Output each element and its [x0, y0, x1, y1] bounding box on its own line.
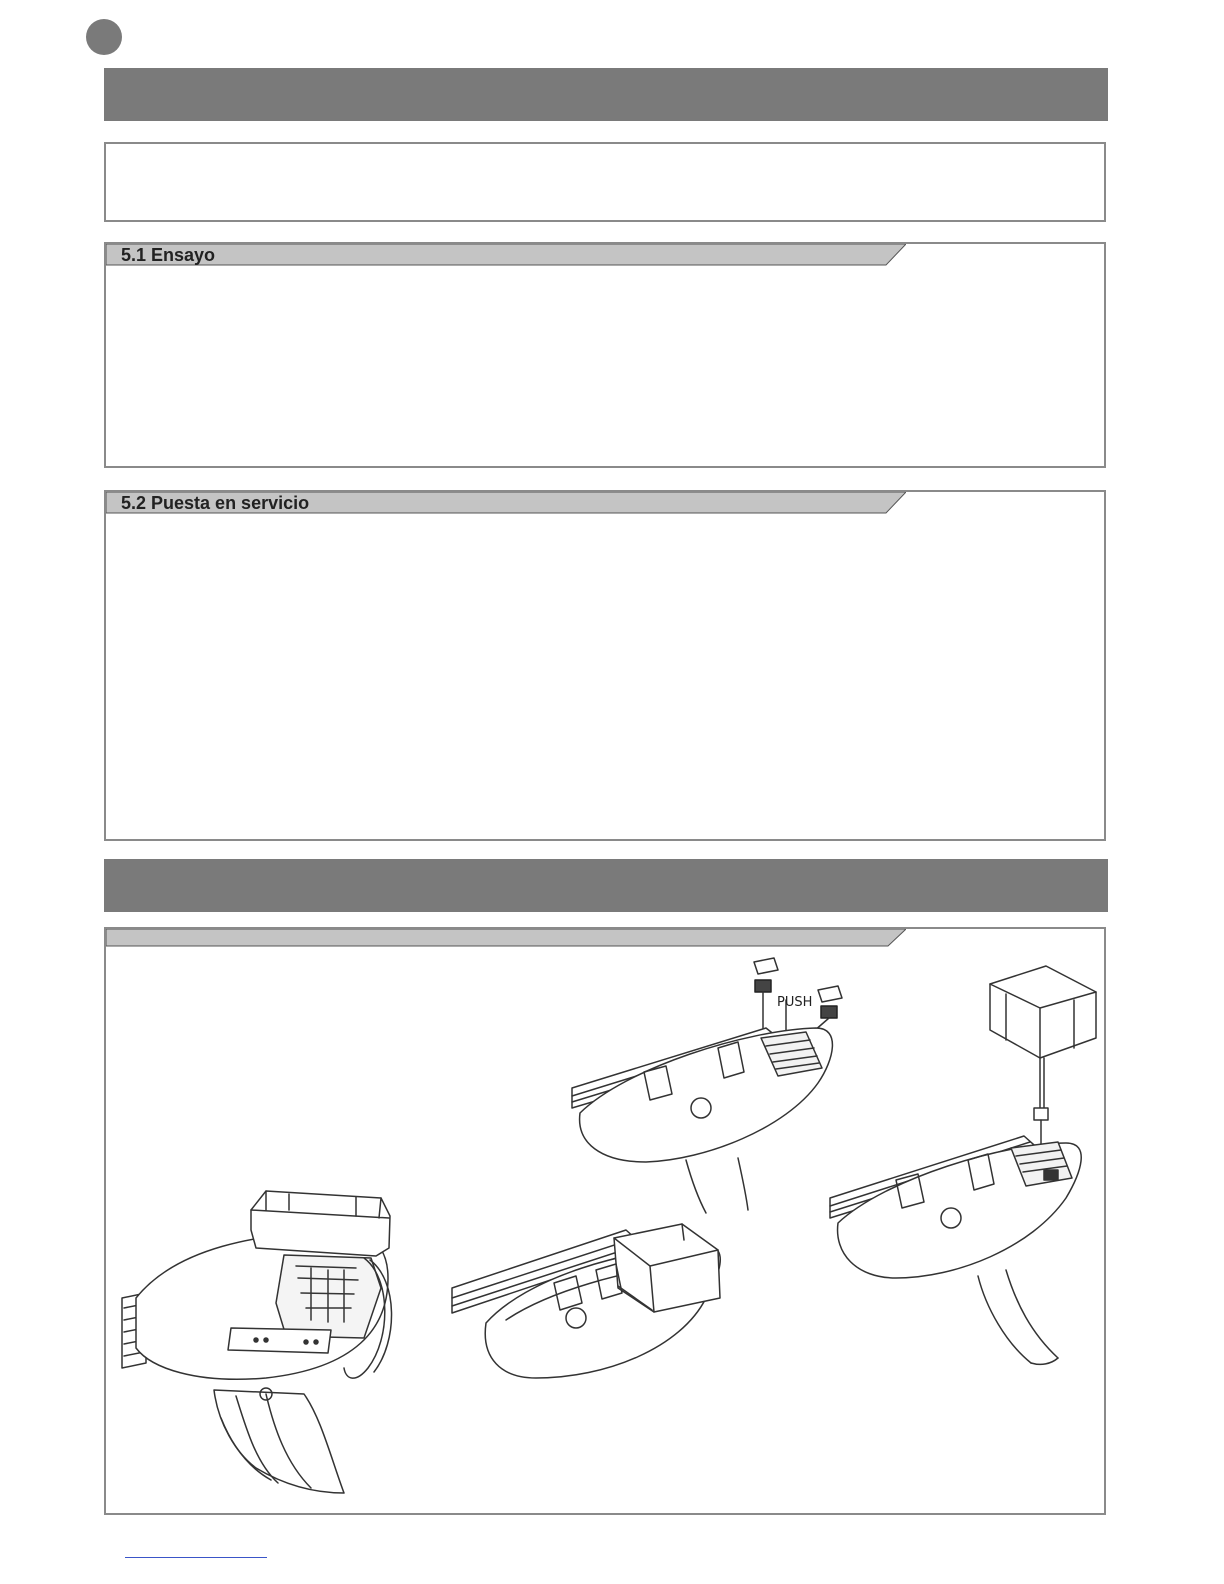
section-tab-shape [106, 929, 906, 947]
installation-illustrations [106, 948, 1104, 1513]
tag-icon [754, 958, 778, 974]
intro-box [104, 142, 1106, 222]
section-tab-shape [106, 244, 906, 266]
section-title-5-2: 5.2 Puesta en servicio [121, 493, 310, 513]
push-label: PUSH [777, 995, 813, 1010]
chip-icon [755, 980, 771, 992]
chapter-banner-bottom [104, 859, 1108, 912]
chip-icon [821, 1006, 837, 1018]
illustration-battery-mounted [452, 1224, 720, 1378]
tag-icon [818, 986, 842, 1002]
section-title-5-1: 5.1 Ensayo [121, 245, 216, 265]
illustration-battery-connect [830, 966, 1096, 1364]
chapter-banner-top [104, 68, 1108, 121]
illustration-cover-open [122, 1191, 392, 1493]
section-box-5-1 [104, 242, 1106, 468]
language-marker [86, 19, 122, 55]
section-tab-5-2 [106, 492, 906, 514]
section-tab-5-1 [106, 244, 906, 266]
section-box-5-2 [104, 490, 1106, 841]
footer-link-underline[interactable] [125, 1557, 267, 1558]
